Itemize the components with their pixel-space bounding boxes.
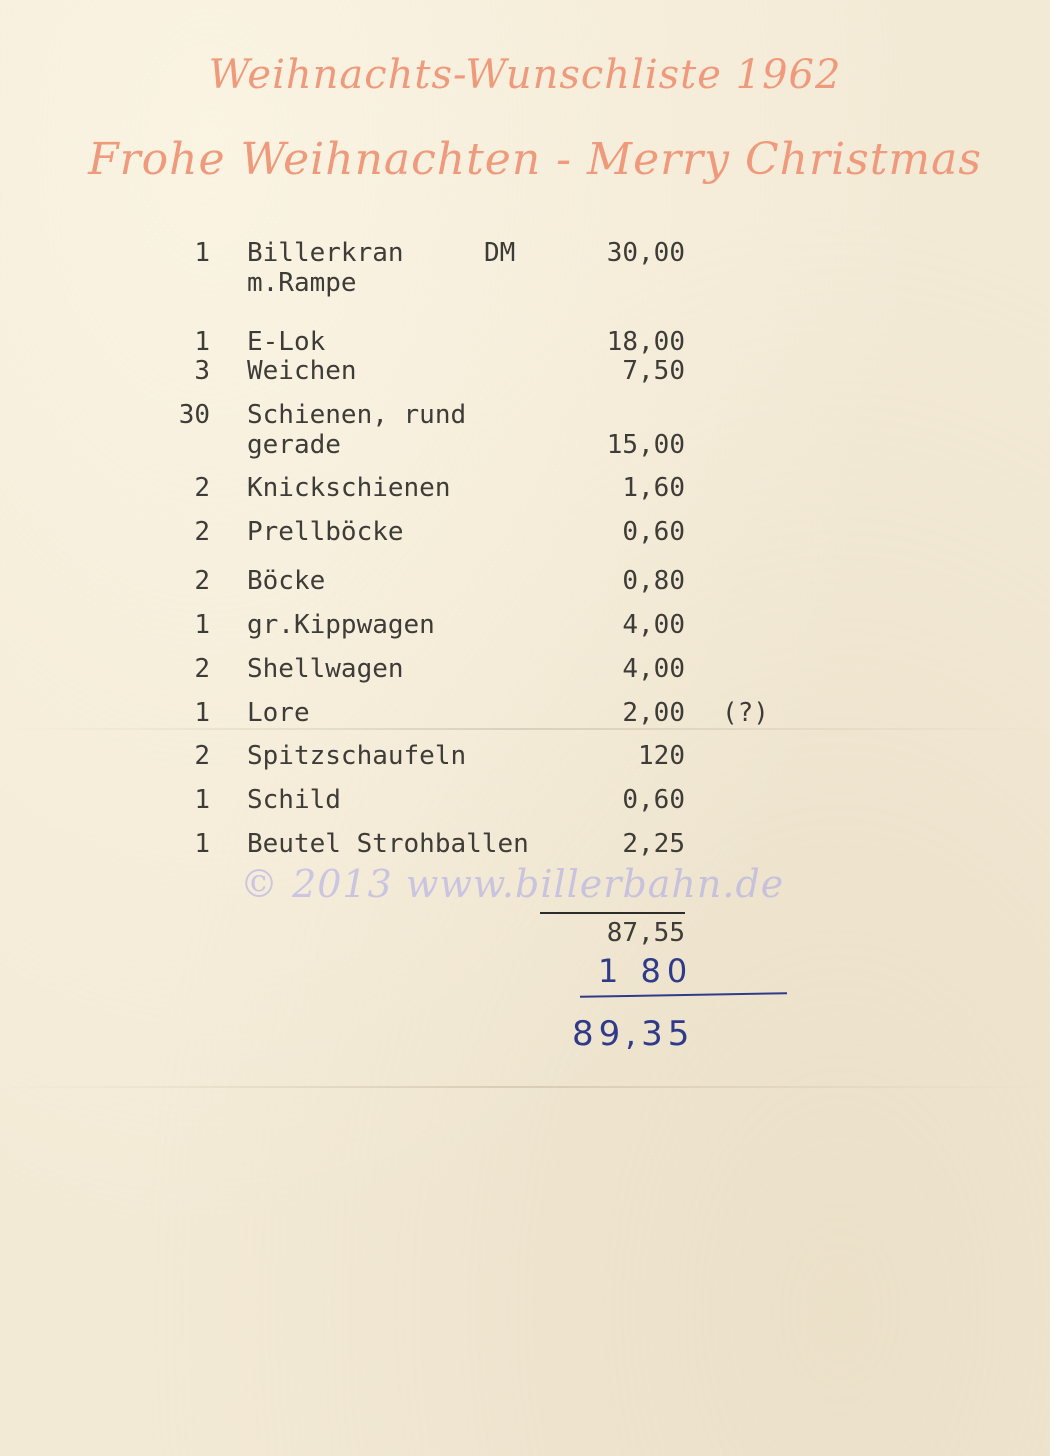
- item-quantity: 2: [194, 741, 210, 771]
- handwritten-total: 89,35: [572, 1014, 695, 1054]
- item-name: Billerkran: [247, 238, 404, 268]
- item-quantity: 3: [194, 356, 210, 386]
- item-price: 18,00: [606, 327, 685, 357]
- item-price: 30,00: [606, 238, 685, 268]
- item-price: 120: [638, 741, 685, 771]
- subtotal-rule: [540, 912, 685, 914]
- item-name: gr.Kippwagen: [247, 610, 435, 640]
- item-quantity: 2: [194, 654, 210, 684]
- item-price: 15,00: [606, 430, 685, 460]
- greeting-heading: Frohe Weihnachten - Merry Christmas: [88, 134, 982, 185]
- item-name: Knickschienen: [247, 473, 451, 503]
- item-name: Böcke: [247, 566, 326, 596]
- item-price: 7,50: [622, 356, 685, 386]
- paper-fold-line: [0, 1086, 1050, 1088]
- item-quantity: 1: [194, 238, 210, 268]
- item-quantity: 1: [194, 698, 210, 728]
- paper-fold-line: [0, 728, 1050, 730]
- item-price: 2,00: [622, 698, 685, 728]
- item-price: 2,25: [622, 829, 685, 859]
- item-price: 4,00: [622, 654, 685, 684]
- item-name: Beutel Strohballen: [247, 829, 529, 859]
- item-quantity: 1: [194, 610, 210, 640]
- item-price: 1,60: [622, 473, 685, 503]
- item-quantity: 30: [178, 400, 210, 430]
- item-quantity: 2: [194, 566, 210, 596]
- item-name: Spitzschaufeln: [247, 741, 467, 771]
- item-quantity: 1: [194, 785, 210, 815]
- list-title: Weihnachts-Wunschliste 1962: [208, 52, 842, 98]
- item-quantity: 2: [194, 473, 210, 503]
- copyright-watermark: © 2013 www.billerbahn.de: [240, 862, 785, 906]
- subtotal-value: 87,55: [606, 918, 685, 948]
- item-price: 0,60: [622, 785, 685, 815]
- item-quantity: 1: [194, 829, 210, 859]
- item-note: (?): [722, 698, 769, 728]
- item-name: Weichen: [247, 356, 357, 386]
- item-name: Schienen, rund: [247, 400, 467, 430]
- handwritten-total-rule: [580, 992, 787, 998]
- item-name: Lore: [247, 698, 310, 728]
- item-price: 0,80: [622, 566, 685, 596]
- item-quantity: 1: [194, 327, 210, 357]
- item-quantity: 2: [194, 517, 210, 547]
- handwritten-addition: 1 80: [598, 952, 694, 990]
- item-name: E-Lok: [247, 327, 326, 357]
- item-price: 0,60: [622, 517, 685, 547]
- item-name-line2: gerade: [247, 430, 341, 460]
- item-name: Shellwagen: [247, 654, 404, 684]
- item-name: Prellböcke: [247, 517, 404, 547]
- item-price: 4,00: [622, 610, 685, 640]
- currency-label: DM: [484, 238, 516, 268]
- item-name-line2: m.Rampe: [247, 268, 357, 298]
- item-name: Schild: [247, 785, 341, 815]
